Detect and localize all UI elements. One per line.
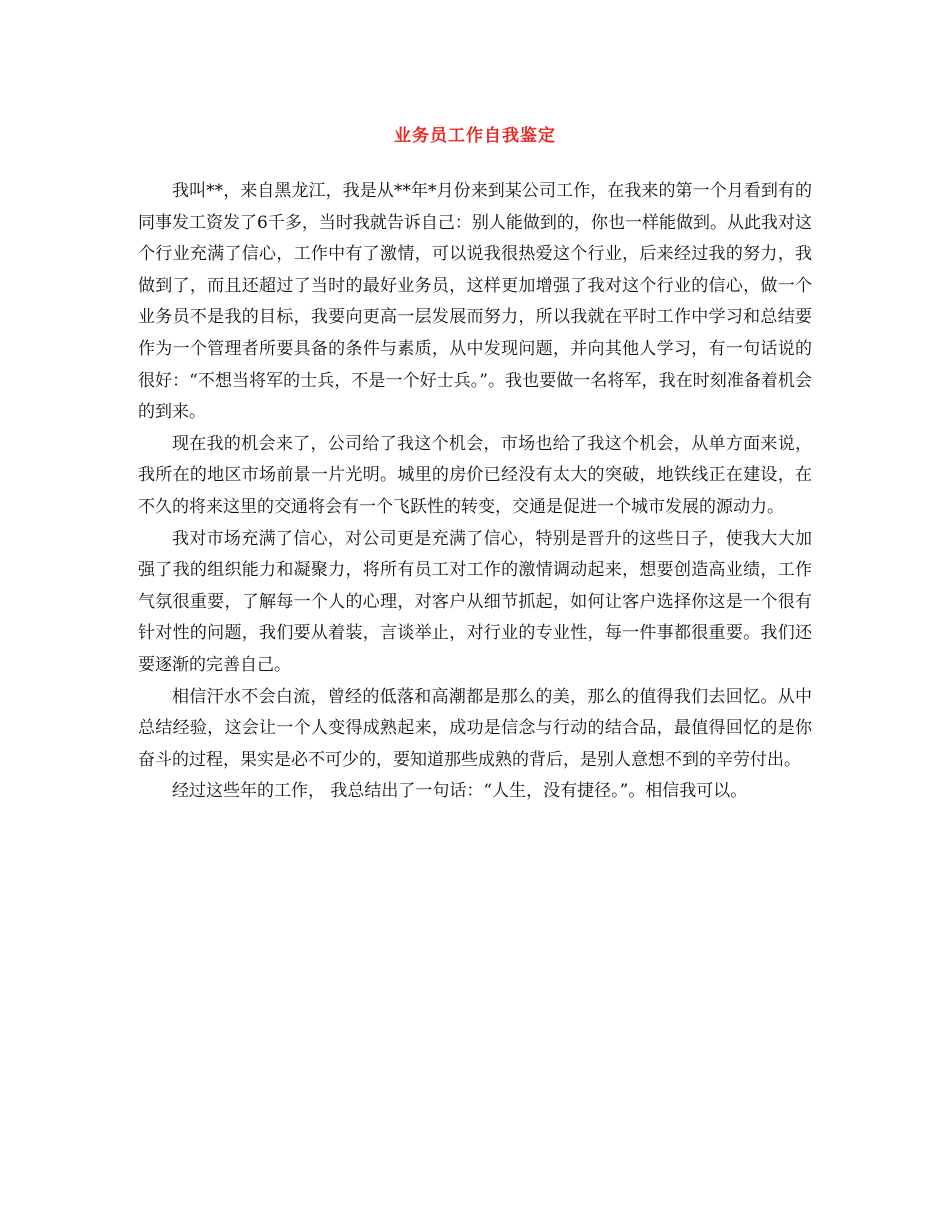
paragraph-5: 经过这些年的工作， 我总结出了一句话：“人生，没有捷径。”。相信我可以。 <box>172 781 748 802</box>
paragraph-4: 相信汗水不会白流，曾经的低落和高潮都是那么的美，那么的值得我们去回忆。从中总结经验，这会让一个人变得成熟起来，成功是信念与行动的结合品，最值得回忆的是你奋斗的过程，果实是必不可少的，要知道那些成熟的背后，是别人意想不到的辛劳付出。 <box>138 686 812 770</box>
paragraph-3: 我对市场充满了信心，对公司更是充满了信心，特别是晋升的这些日子，使我大大加强了我的组织能力和凝聚力，将所有员工对工作的激情调动起来，想要创造高业绩，工作气氛很重要，了解每一个人的心理，对客户从细节抓起，如何让客户选择你这是一个很有针对性的问题，我们要从着装，言谈举止，对行业的专业性，每一件事都很重要。我们还要逐渐的完善自己。 <box>138 528 812 675</box>
paragraph-1: 我叫**，来自黑龙江，我是从**年*月份来到某公司工作，在我来的第一个月看到有的同事发工资发了6千多，当时我就告诉自己：别人能做到的，你也一样能做到。从此我对这个行业充满了信心，工作中有了激情，可以说我很热爱这个行业，后来经过我的努力，我做到了，而且还超过了当时的最好业务员，这样更加增强了我对这个行业的信心，做一个业务员不是我的目标，我要向更高一层发展而努力，所以我就在平时工作中学习和总结要作为一个管理者所要具备的条件与素质，从中发现问题，并向其他人学习，有一句话说的很好：“不想当将军的士兵，不是一个好士兵。”。我也要做一名将军，我在时刻准备着机会的到来。 <box>138 181 812 423</box>
document-title: 业务员工作自我鉴定 <box>394 126 556 146</box>
document-body <box>138 176 812 808</box>
paragraph-2: 现在我的机会来了，公司给了我这个机会，市场也给了我这个机会，从单方面来说，我所在的地区市场前景一片光明。城里的房价已经没有太大的突破，地铁线正在建设，在不久的将来这里的交通将会有一个飞跃性的转变，交通是促进一个城市发展的源动力。 <box>138 433 812 517</box>
